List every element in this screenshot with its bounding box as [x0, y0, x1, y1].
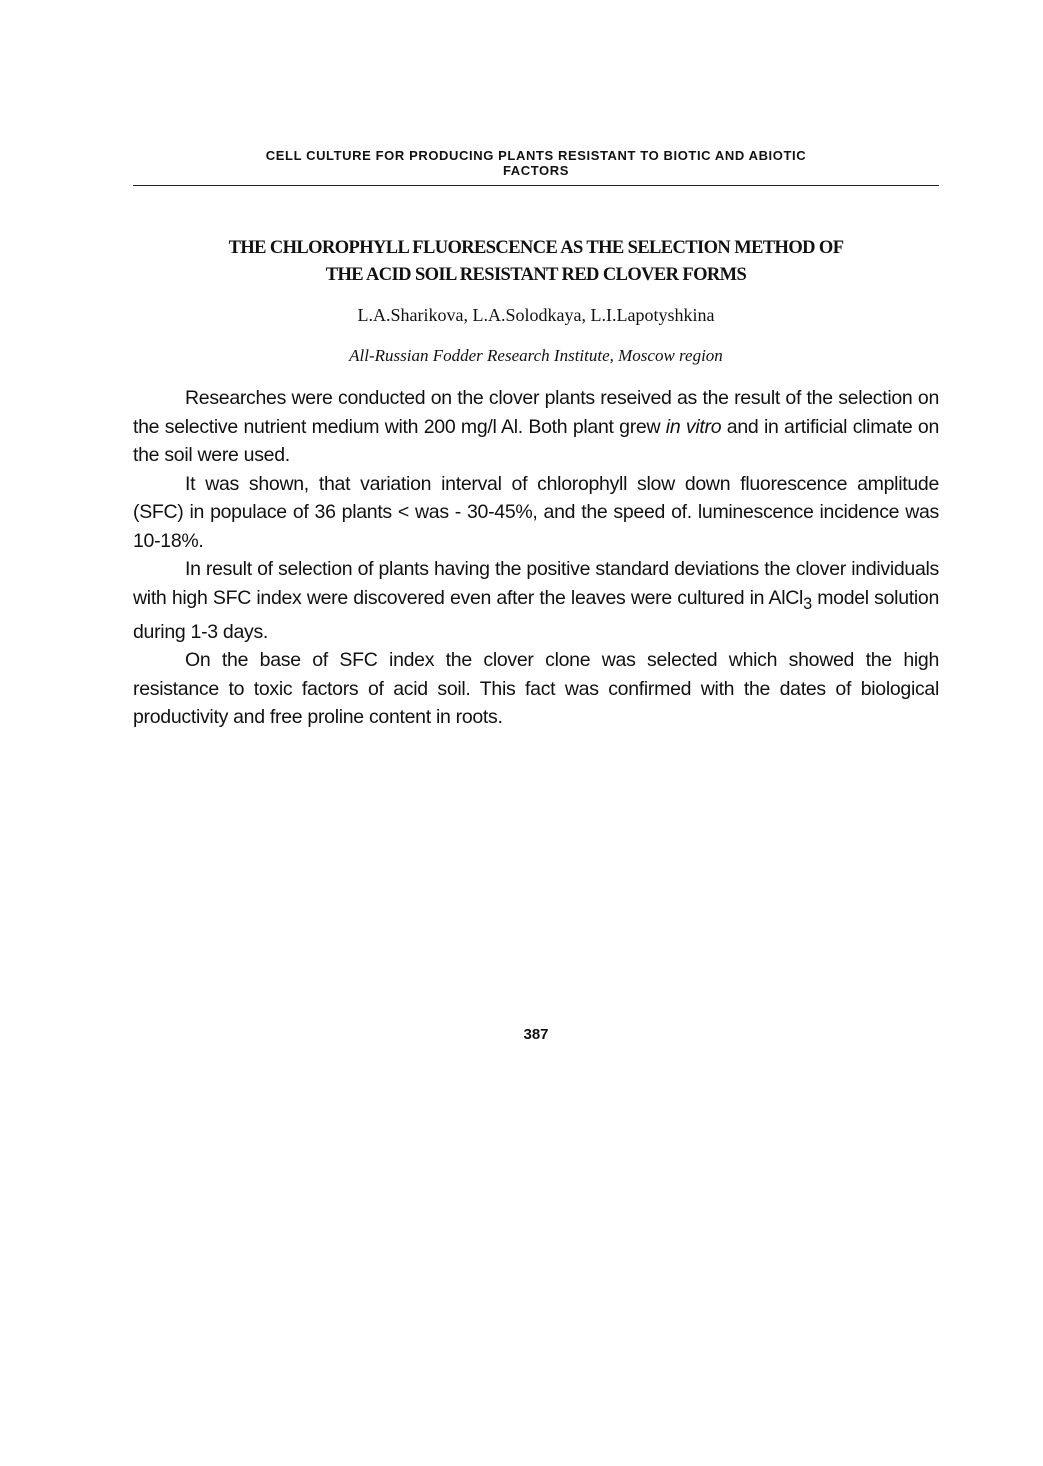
header-rule — [133, 185, 939, 186]
paragraph-3 — [133, 555, 939, 646]
paragraph-3-text-b: model solution during 1-3 days. — [133, 586, 939, 643]
paragraph-1-text-b: and in artificial climate on the soil were used. — [133, 415, 939, 466]
running-header-line-1: CELL CULTURE FOR PRODUCING PLANTS RESISTANT TO BIOTIC AND ABIOTIC — [265, 148, 807, 163]
affiliation: All-Russian Fodder Research Institute, Moscow region — [349, 346, 723, 365]
running-header — [133, 148, 939, 178]
article-body — [133, 384, 939, 732]
article-title-line-1: THE CHLOROPHYLL FLUORESCENCE AS THE SELECTION METHOD OF — [228, 238, 844, 258]
paragraph-2: It was shown, that variation interval of chlorophyll slow down fluorescence amplitude (SFC) in populace of 36 plants < was - 30-45%, and the speed of. luminescence incidence was 10-18%. — [133, 472, 939, 552]
paragraph-3-subscript: 3 — [803, 594, 812, 613]
paragraph-1-italic: in vitro — [665, 415, 722, 438]
paragraph-1 — [133, 384, 939, 470]
paragraph-4: On the base of SFC index the clover clone was selected which showed the high resistance to toxic factors of acid soil. This fact was confirmed with the dates of biological productivity and free proline content in roots. — [133, 649, 939, 729]
paragraph-3-text-a: In result of selection of plants having the positive standard deviations the clover individuals with high SFC index were discovered even after the leaves were cultured in AlCl — [133, 558, 939, 609]
article-title — [133, 235, 939, 289]
article-title-line-2: THE ACID SOIL RESISTANT RED CLOVER FORMS — [325, 265, 747, 285]
authors: L.A.Sharikova, L.A.Solodkaya, L.I.Lapotyshkina — [357, 305, 715, 325]
paragraph-1-text-a: Researches were conducted on the clover plants reseived as the result of the selection on the selective nutrient medium with 200 mg/l Al. Both plant grew — [133, 387, 939, 438]
running-header-line-2: FACTORS — [502, 163, 570, 178]
page-number: 387 — [523, 1026, 549, 1043]
